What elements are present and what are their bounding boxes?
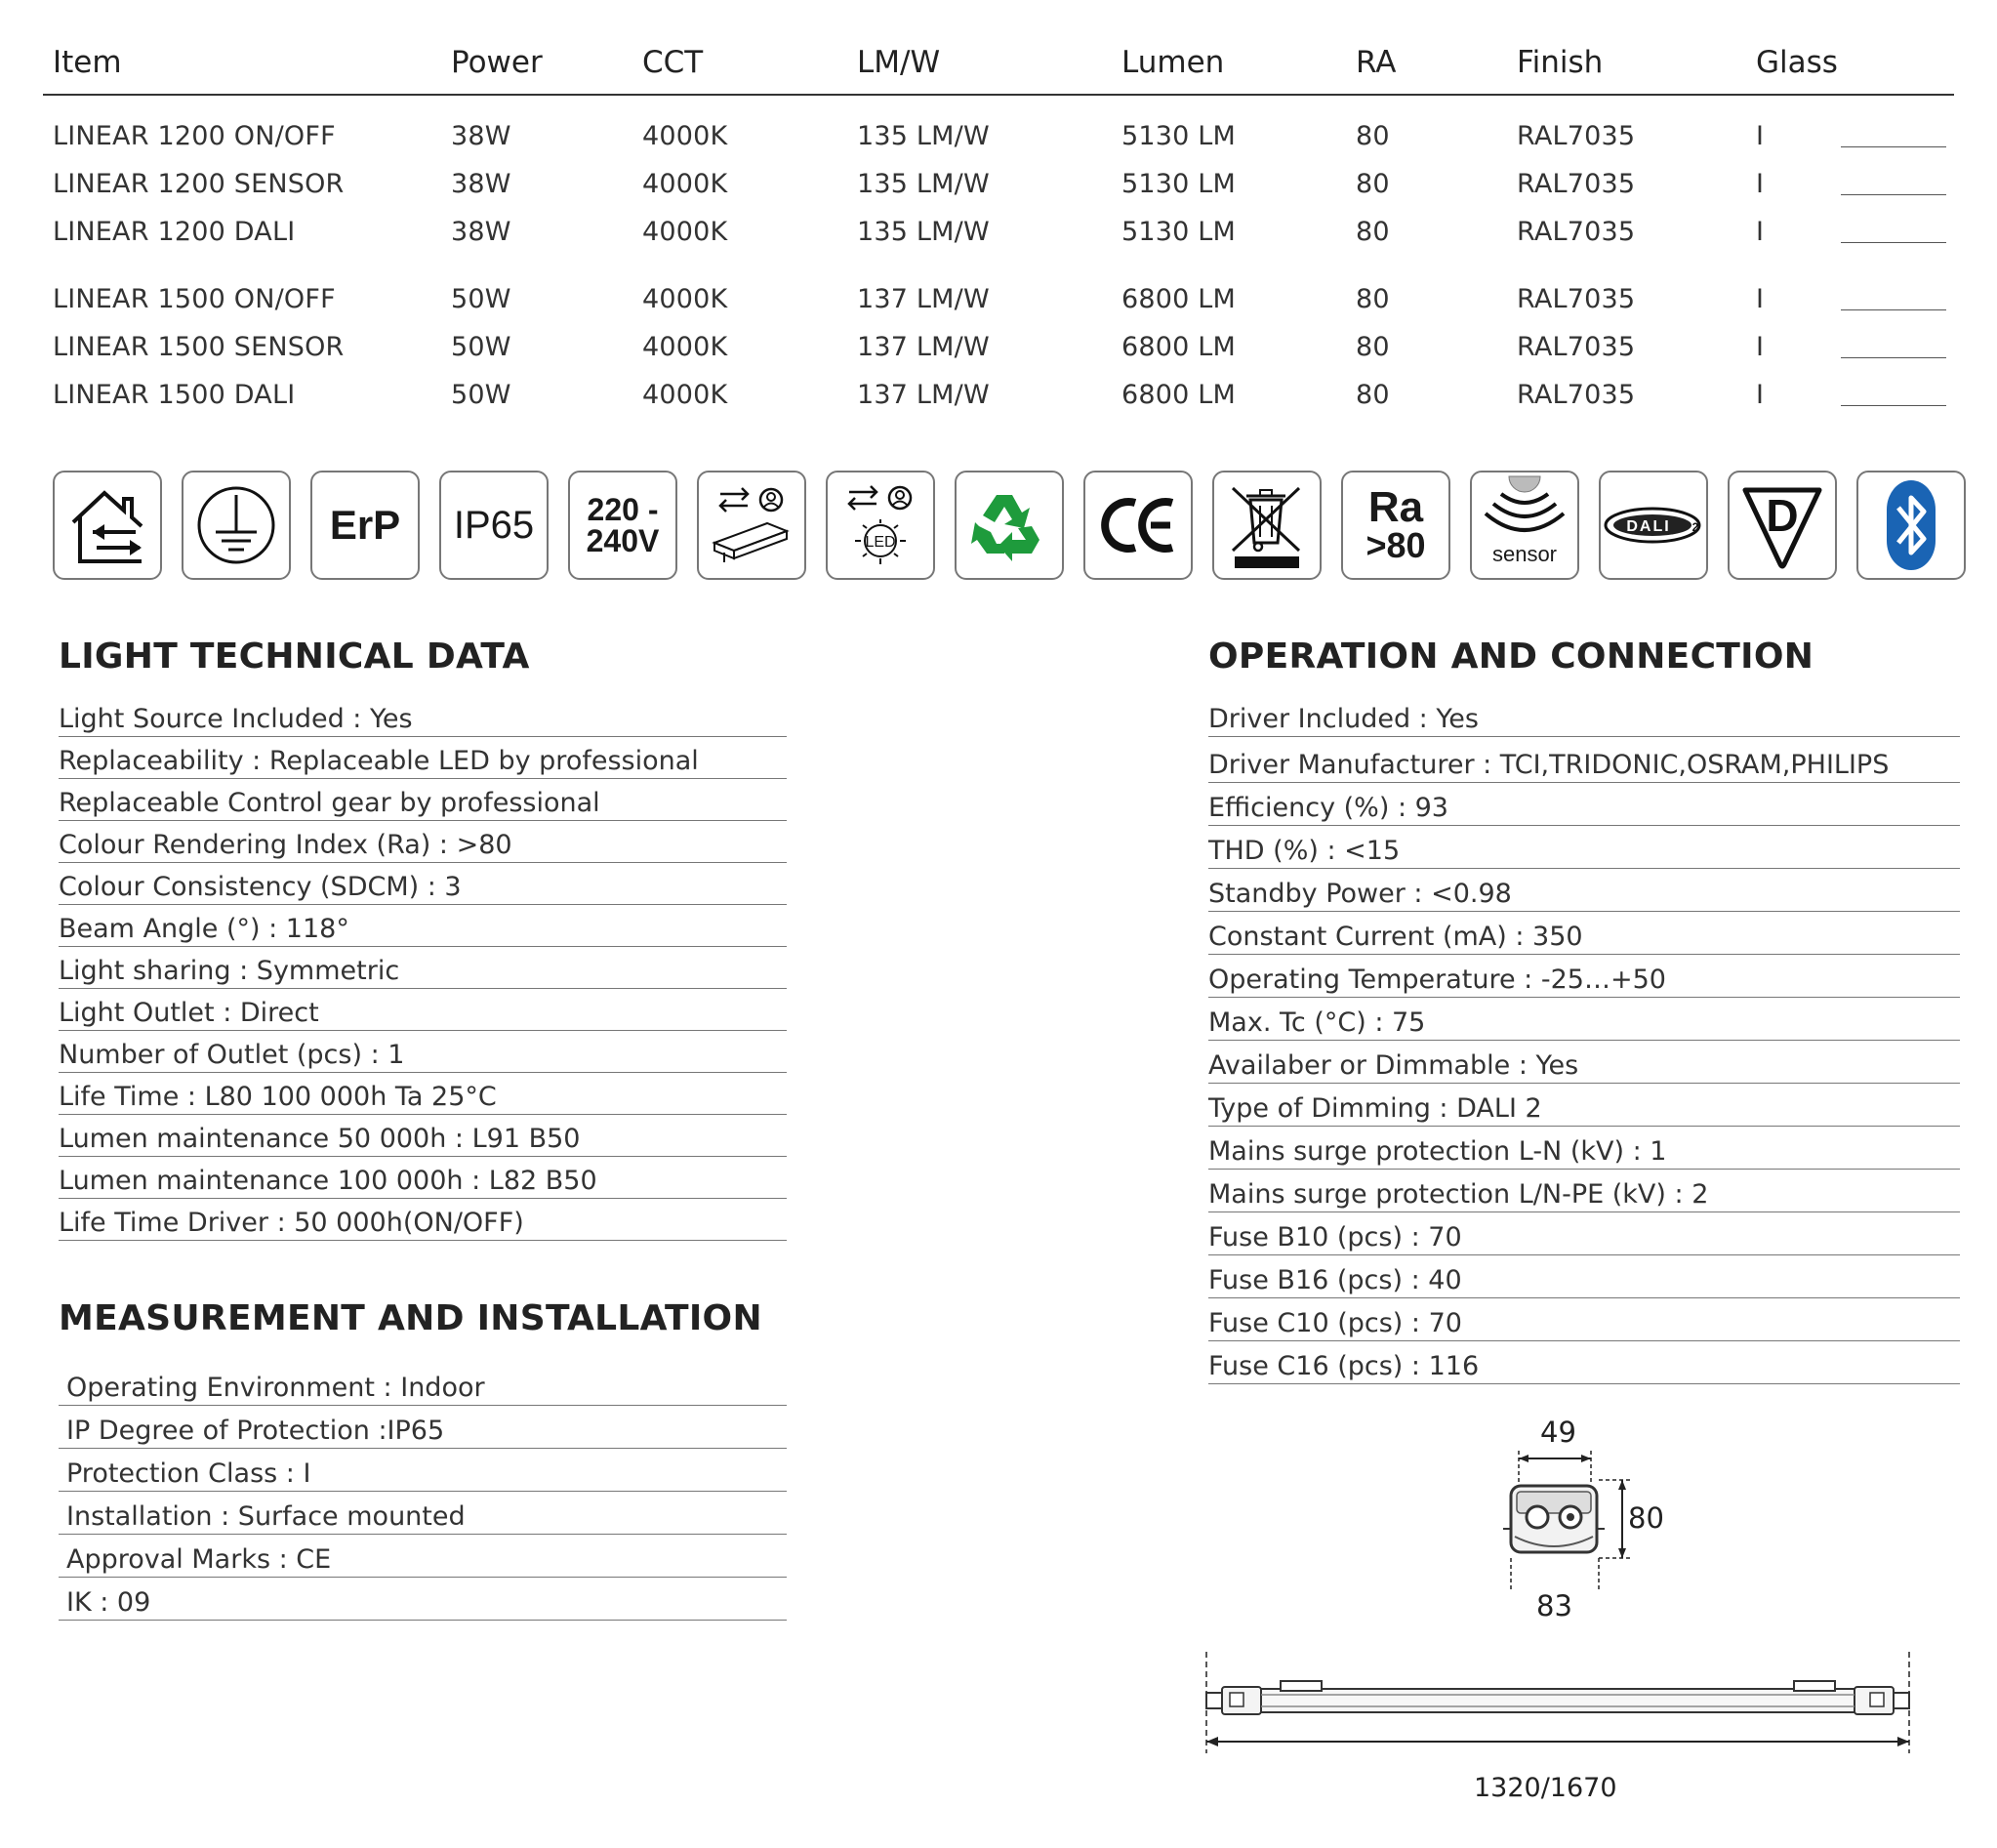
cell-power: 50W — [451, 380, 511, 410]
spec-text: Installation : Surface mounted — [66, 1501, 466, 1532]
sensor-icon — [1470, 471, 1579, 580]
blank-line — [1841, 242, 1946, 243]
cell-item: LINEAR 1500 DALI — [53, 380, 296, 410]
cell-lmw: 135 LM/W — [857, 121, 990, 151]
cell-lmw: 137 LM/W — [857, 380, 990, 410]
spec-text: Constant Current (mA) : 350 — [1208, 922, 1583, 952]
spec-text: Mains surge protection L/N-PE (kV) : 2 — [1208, 1179, 1709, 1210]
list-item — [59, 1578, 787, 1621]
light-technical-title: LIGHT TECHNICAL DATA — [59, 637, 530, 677]
list-item — [59, 1157, 787, 1199]
side-view-drawing — [1201, 1650, 1923, 1826]
list-item — [59, 1492, 787, 1535]
cell-ra: 80 — [1356, 380, 1390, 410]
list-item — [1208, 1041, 1960, 1084]
ra-text-2: >80 — [1365, 525, 1426, 565]
list-item — [1208, 1084, 1960, 1127]
header-finish: Finish — [1517, 45, 1604, 80]
header-power: Power — [451, 45, 543, 80]
list-item — [1208, 1127, 1960, 1170]
sensor-text: sensor — [1491, 542, 1558, 566]
list-item — [59, 1361, 787, 1406]
list-item — [59, 1073, 787, 1115]
cell-cct: 4000K — [642, 217, 728, 247]
spec-text: Fuse B10 (pcs) : 70 — [1208, 1222, 1462, 1253]
cell-item: LINEAR 1200 DALI — [53, 217, 296, 247]
spec-text: Lumen maintenance 50 000h : L91 B50 — [59, 1124, 581, 1154]
side-view-svg — [1201, 1650, 1923, 1757]
cell-glass: I — [1756, 284, 1765, 314]
dim-width-top: 49 — [1540, 1416, 1576, 1449]
cell-lmw: 137 LM/W — [857, 332, 990, 362]
spec-text: Driver Manufacturer : TCI,TRIDONIC,OSRAM,PHILIPS — [1208, 750, 1890, 780]
spec-text: Driver Included : Yes — [1208, 704, 1479, 734]
spec-text: Approval Marks : CE — [66, 1544, 332, 1575]
blank-line — [1841, 357, 1946, 358]
spec-text: Beam Angle (°) : 118° — [59, 914, 349, 944]
spec-text: Efficiency (%) : 93 — [1208, 793, 1448, 823]
spec-text: Replaceable Control gear by professional — [59, 788, 600, 818]
blank-line — [1841, 405, 1946, 406]
cell-ra: 80 — [1356, 284, 1390, 314]
d-text: D — [1766, 490, 1799, 541]
spec-text: Mains surge protection L-N (kV) : 1 — [1208, 1136, 1667, 1167]
list-item — [1208, 826, 1960, 869]
list-item — [59, 1449, 787, 1492]
list-item — [1208, 998, 1960, 1041]
cell-ra: 80 — [1356, 217, 1390, 247]
cell-ra: 80 — [1356, 121, 1390, 151]
spec-text: Protection Class : I — [66, 1458, 311, 1489]
cell-finish: RAL7035 — [1517, 217, 1636, 247]
cell-power: 50W — [451, 284, 511, 314]
cell-finish: RAL7035 — [1517, 169, 1636, 199]
dali2-icon — [1599, 471, 1708, 580]
cell-power: 50W — [451, 332, 511, 362]
blank-line — [1841, 194, 1946, 195]
header-lmw: LM/W — [857, 45, 941, 80]
earth-ground-icon — [182, 471, 291, 580]
list-item — [1208, 1255, 1960, 1298]
spec-text: Life Time Driver : 50 000h(ON/OFF) — [59, 1208, 524, 1238]
spec-text: IK : 09 — [66, 1587, 151, 1618]
cell-lumen: 6800 LM — [1121, 332, 1237, 362]
spec-text: Availaber or Dimmable : Yes — [1208, 1050, 1579, 1081]
cell-glass: I — [1756, 332, 1765, 362]
cell-finish: RAL7035 — [1517, 121, 1636, 151]
cell-item: LINEAR 1500 SENSOR — [53, 332, 345, 362]
list-item — [1208, 1170, 1960, 1212]
cell-power: 38W — [451, 121, 511, 151]
spec-text: Number of Outlet (pcs) : 1 — [59, 1040, 405, 1070]
cell-lmw: 135 LM/W — [857, 169, 990, 199]
cell-ra: 80 — [1356, 332, 1390, 362]
cell-lumen: 5130 LM — [1121, 217, 1237, 247]
spec-text: Colour Rendering Index (Ra) : >80 — [59, 830, 512, 860]
list-item — [1208, 783, 1960, 826]
list-item — [59, 1406, 787, 1449]
spec-text: Life Time : L80 100 000h Ta 25°C — [59, 1082, 497, 1112]
list-item — [59, 863, 787, 905]
spec-text: Light Outlet : Direct — [59, 998, 319, 1028]
ce-mark-icon — [1083, 471, 1193, 580]
list-item — [59, 1031, 787, 1073]
header-cct: CCT — [642, 45, 704, 80]
cell-cct: 4000K — [642, 332, 728, 362]
cell-lmw: 135 LM/W — [857, 217, 990, 247]
measurement-list — [59, 1361, 787, 1621]
spec-text: IP Degree of Protection :IP65 — [66, 1416, 445, 1446]
cell-lumen: 5130 LM — [1121, 169, 1237, 199]
list-item — [1208, 955, 1960, 998]
list-item — [59, 989, 787, 1031]
voltage-text-1: 220 - — [587, 492, 659, 527]
list-item — [59, 947, 787, 989]
light-technical-list — [59, 695, 787, 1241]
cell-item: LINEAR 1200 SENSOR — [53, 169, 345, 199]
cell-lmw: 137 LM/W — [857, 284, 990, 314]
cell-finish: RAL7035 — [1517, 380, 1636, 410]
list-item — [59, 1199, 787, 1241]
cell-power: 38W — [451, 217, 511, 247]
ip65-text: IP65 — [453, 503, 535, 547]
d-mark-icon — [1728, 471, 1837, 580]
spec-text: Lumen maintenance 100 000h : L82 B50 — [59, 1166, 597, 1196]
list-item — [59, 1535, 787, 1578]
measurement-title: MEASUREMENT AND INSTALLATION — [59, 1298, 762, 1338]
table-row — [43, 159, 1954, 207]
list-item — [1208, 1298, 1960, 1341]
spec-text: Fuse C16 (pcs) : 116 — [1208, 1351, 1480, 1381]
cell-cct: 4000K — [642, 169, 728, 199]
cell-cct: 4000K — [642, 380, 728, 410]
table-row — [43, 207, 1954, 255]
spec-text: Fuse B16 (pcs) : 40 — [1208, 1265, 1462, 1295]
header-item: Item — [53, 45, 122, 80]
operation-list — [1208, 695, 1960, 1384]
erp-icon — [310, 471, 420, 580]
list-item — [1208, 1212, 1960, 1255]
list-item — [59, 737, 787, 779]
cell-ra: 80 — [1356, 169, 1390, 199]
spec-text: Colour Consistency (SDCM) : 3 — [59, 872, 462, 902]
table-row — [43, 370, 1954, 418]
cell-lumen: 6800 LM — [1121, 380, 1237, 410]
dim-length: 1320/1670 — [1474, 1773, 1617, 1803]
list-item — [1208, 912, 1960, 955]
header-glass: Glass — [1756, 45, 1838, 80]
cell-item: LINEAR 1500 ON/OFF — [53, 284, 336, 314]
cell-power: 38W — [451, 169, 511, 199]
spec-text: Max. Tc (°C) : 75 — [1208, 1007, 1426, 1038]
spec-text: Light sharing : Symmetric — [59, 956, 400, 986]
list-item — [1208, 869, 1960, 912]
list-item — [59, 1115, 787, 1157]
replaceable-driver-icon — [697, 471, 806, 580]
dim-height: 80 — [1628, 1501, 1664, 1535]
led-text: LED — [865, 534, 896, 551]
cell-cct: 4000K — [642, 121, 728, 151]
spec-text: THD (%) : <15 — [1208, 836, 1401, 866]
list-item — [59, 695, 787, 737]
operation-title: OPERATION AND CONNECTION — [1208, 637, 1814, 677]
cell-item: LINEAR 1200 ON/OFF — [53, 121, 336, 151]
voltage-icon — [568, 471, 677, 580]
spec-text: Fuse C10 (pcs) : 70 — [1208, 1308, 1462, 1338]
table-header — [43, 39, 1954, 96]
spec-text: Replaceability : Replaceable LED by professional — [59, 746, 699, 776]
spec-text: Operating Environment : Indoor — [66, 1373, 485, 1403]
list-item — [1208, 737, 1960, 783]
list-item — [59, 821, 787, 863]
list-item — [59, 779, 787, 821]
indoor-house-icon — [53, 471, 162, 580]
table-row — [43, 111, 1954, 159]
erp-text: ErP — [329, 502, 401, 548]
list-item — [1208, 695, 1960, 737]
header-ra: RA — [1356, 45, 1397, 80]
cell-finish: RAL7035 — [1517, 284, 1636, 314]
ra80-icon — [1341, 471, 1450, 580]
weee-bin-icon — [1212, 471, 1322, 580]
cell-glass: I — [1756, 169, 1765, 199]
product-table — [43, 39, 1954, 418]
blank-line — [1841, 146, 1946, 147]
spec-text: Type of Dimming : DALI 2 — [1208, 1093, 1542, 1124]
cell-lumen: 6800 LM — [1121, 284, 1237, 314]
blank-line — [1841, 309, 1946, 310]
cross-section-drawing — [1493, 1416, 1689, 1630]
bluetooth-icon — [1856, 471, 1966, 580]
cell-finish: RAL7035 — [1517, 332, 1636, 362]
spec-text: Standby Power : <0.98 — [1208, 879, 1512, 909]
list-item — [1208, 1341, 1960, 1384]
replaceable-led-icon — [826, 471, 935, 580]
dali-text: DALI — [1626, 518, 1671, 535]
cell-glass: I — [1756, 121, 1765, 151]
ip65-icon — [439, 471, 549, 580]
voltage-text-2: 240V — [586, 523, 660, 558]
cell-glass: I — [1756, 380, 1765, 410]
cell-lumen: 5130 LM — [1121, 121, 1237, 151]
recycle-icon — [955, 471, 1064, 580]
table-row — [43, 322, 1954, 370]
dim-width-bottom: 83 — [1536, 1589, 1572, 1622]
svg-text:2: 2 — [1691, 520, 1699, 534]
table-row — [43, 274, 1954, 322]
header-lumen: Lumen — [1121, 45, 1225, 80]
spec-text: Light Source Included : Yes — [59, 704, 413, 734]
spec-text: Operating Temperature : -25…+50 — [1208, 965, 1666, 995]
ra-text-1: Ra — [1367, 483, 1424, 531]
cell-cct: 4000K — [642, 284, 728, 314]
list-item — [59, 905, 787, 947]
certification-icons — [53, 471, 1976, 584]
cell-glass: I — [1756, 217, 1765, 247]
